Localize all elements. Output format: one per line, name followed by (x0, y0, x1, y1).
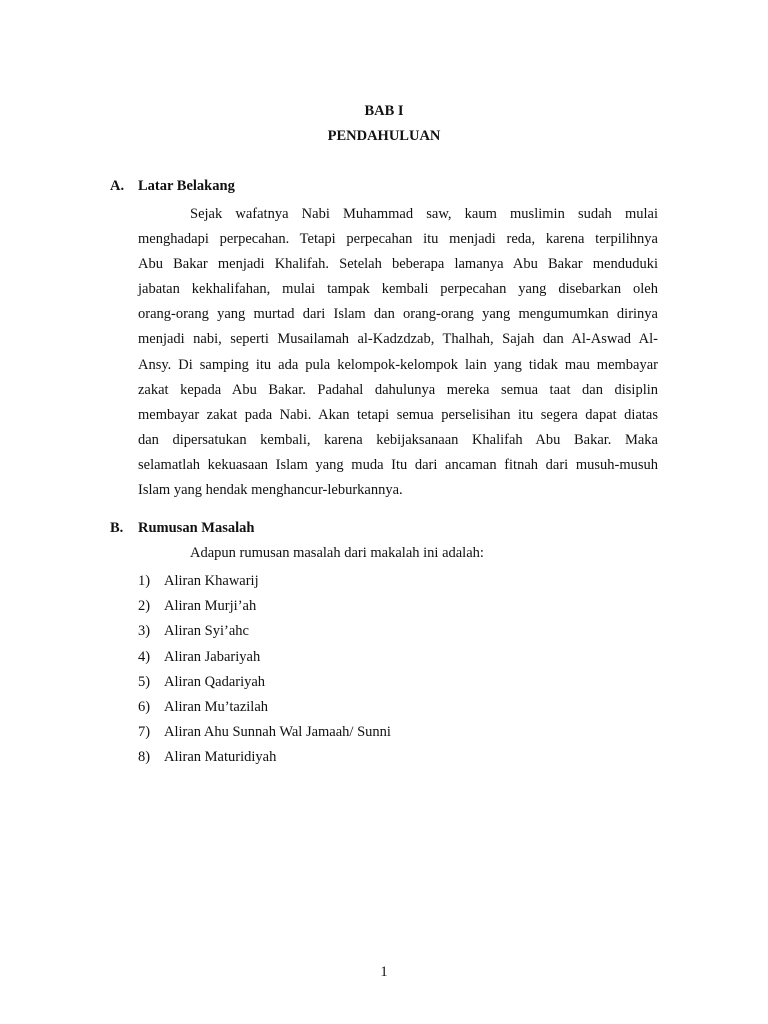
section-a-title: Latar Belakang (138, 178, 235, 194)
section-a-letter: A. (110, 178, 125, 194)
list-item (138, 594, 391, 619)
list-item (138, 670, 391, 695)
list-item-number: 3) (138, 623, 151, 640)
problem-list (138, 569, 391, 771)
section-b-heading (110, 520, 254, 537)
section-a-heading (110, 178, 235, 195)
section-b-title: Rumusan Masalah (138, 520, 255, 536)
list-item (138, 645, 391, 670)
paragraph-line: Sejak wafatnya Nabi Muhammad saw, kaum muslimin sudah mulai (190, 206, 658, 222)
list-item-number: 7) (138, 724, 151, 741)
list-item-text: Aliran Mu’tazilah (164, 698, 269, 715)
list-item-text: Aliran Jabariyah (164, 648, 261, 665)
paragraph-line: zakat kepada Abu Bakar. Padahal dahulunya mereka semua taat dan disiplin (138, 381, 658, 398)
chapter-title: PENDAHULUAN (327, 128, 441, 144)
paragraph-line: Ansy. Di samping itu ada pula kelompok-kelompok lain yang tidak mau membayar (138, 356, 658, 373)
paragraph-line: menghadapi perpecahan. Tetapi perpecahan itu menjadi reda, karena terpilihnya (138, 231, 658, 248)
list-item-text: Aliran Murji’ah (164, 598, 257, 615)
section-b-letter: B. (110, 520, 124, 536)
background-paragraph (138, 202, 658, 503)
list-item-number: 6) (138, 698, 151, 715)
paragraph-line: Abu Bakar menjadi Khalifah. Setelah beberapa lamanya Abu Bakar menduduki (138, 256, 658, 273)
list-item-text: Aliran Ahu Sunnah Wal Jamaah/ Sunni (164, 724, 391, 741)
list-item (138, 569, 391, 594)
paragraph-line: membayar zakat pada Nabi. Akan tetapi semua perselisihan itu segera dapat diatas (138, 406, 658, 423)
chapter-number: BAB I (364, 103, 404, 119)
problem-intro: Adapun rumusan masalah dari makalah ini adalah: (190, 545, 484, 561)
paragraph-line: Islam yang hendak menghancur-leburkannya. (138, 482, 403, 499)
list-item-text: Aliran Syi’ahc (164, 623, 249, 640)
list-item-text: Aliran Qadariyah (164, 673, 266, 690)
paragraph-line: selamatlah kekuasaan Islam yang muda Itu dari ancaman fitnah dari musuh-musuh (138, 456, 658, 473)
list-item-number: 4) (138, 648, 151, 665)
list-item-text: Aliran Khawarij (164, 573, 259, 589)
list-item-number: 8) (138, 749, 151, 766)
list-item (138, 619, 391, 644)
list-item-text: Aliran Maturidiyah (164, 749, 277, 766)
list-item (138, 745, 391, 770)
list-item (138, 720, 391, 745)
paragraph-line: menjadi nabi, seperti Musailamah al-Kadzdzab, Thalhah, Sajah dan Al-Aswad Al- (138, 331, 658, 348)
paragraph-line: dan dipersatukan kembali, karena kebijaksanaan Khalifah Abu Bakar. Maka (138, 431, 658, 448)
list-item (138, 695, 391, 720)
list-item-number: 1) (138, 573, 151, 589)
paragraph-line: orang-orang yang murtad dari Islam dan orang-orang yang mengumumkan dirinya (138, 306, 658, 323)
list-item-number: 2) (138, 598, 151, 615)
list-item-number: 5) (138, 673, 151, 690)
page-number: 1 (380, 964, 388, 980)
paragraph-line: jabatan kekhalifahan, mulai tampak kembali perpecahan yang disebarkan oleh (138, 281, 658, 298)
